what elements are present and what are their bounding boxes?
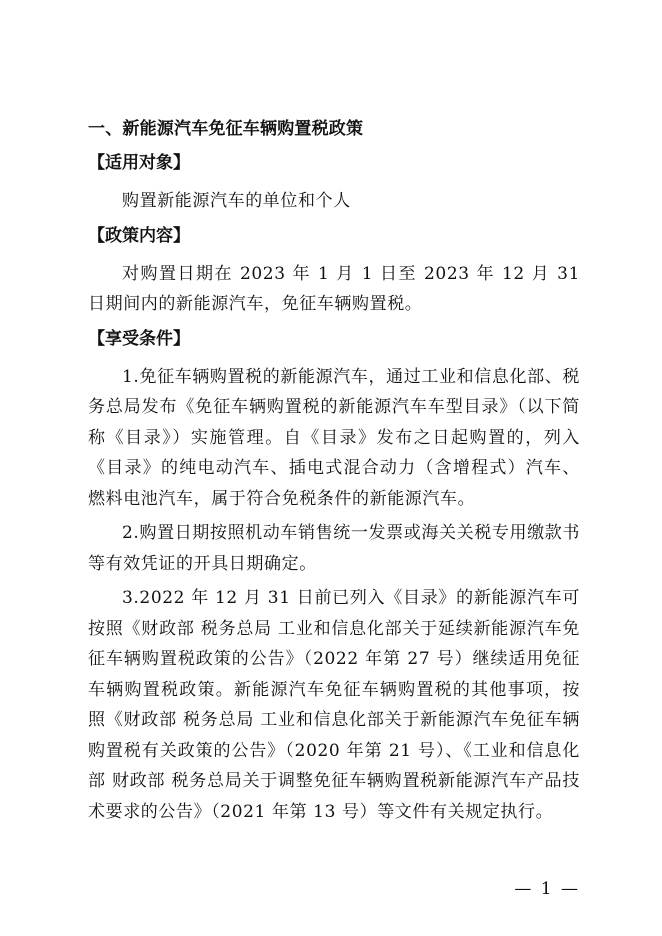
condition-item-2: 2.购置日期按照机动车销售统一发票或海关关税专用缴款书等有效凭证的开具日期确定。 (88, 523, 580, 574)
page-number: — 1 — (514, 879, 580, 899)
condition-item-1: 1.免征车辆购置税的新能源汽车，通过工业和信息化部、税务总局发布《免征车辆购置税的新能源汽车车型目录》（以下简称《目录》）实施管理。自《目录》发布之日起购置的，列入《目录》的纯电动汽车、插电式混合动力（含增程式）汽车、燃料电池汽车，属于符合免税条件的新能源汽车。 (88, 366, 580, 509)
applicable-objects-text: 购置新能源汽车的单位和个人 (122, 191, 351, 211)
tag-applicable-objects: 【适用对象】 (88, 153, 190, 173)
condition-item-3: 3.2022 年 12 月 31 日前已列入《目录》的新能源汽车可按照《财政部 税务总局 工业和信息化部关于延续新能源汽车免征车辆购置税政策的公告》（2022 年第 27 号）继续适用免征车辆购置税政策。新能源汽车免征车辆购置税的其他事项，按照《财政部 税务总局 工业和信息化部关于新能源汽车免征车辆购置税有关政策的公告》（2020 年第 21 号）、《工业和信息化部 财政部 税务总局关于调整免征车辆购置税新能源汽车产品技术要求的公告》（2021 年第 13 号）等文件有关规定执行。 (88, 588, 580, 822)
policy-content-text: 对购置日期在 2023 年 1 月 1 日至 2023 年 12 月 31 日期间内的新能源汽车，免征车辆购置税。 (88, 263, 580, 314)
document-body (88, 118, 580, 831)
tag-policy-content: 【政策内容】 (88, 225, 190, 246)
section-heading: 一、新能源汽车免征车辆购置税政策 (88, 119, 364, 139)
tag-conditions: 【享受条件】 (88, 328, 190, 349)
